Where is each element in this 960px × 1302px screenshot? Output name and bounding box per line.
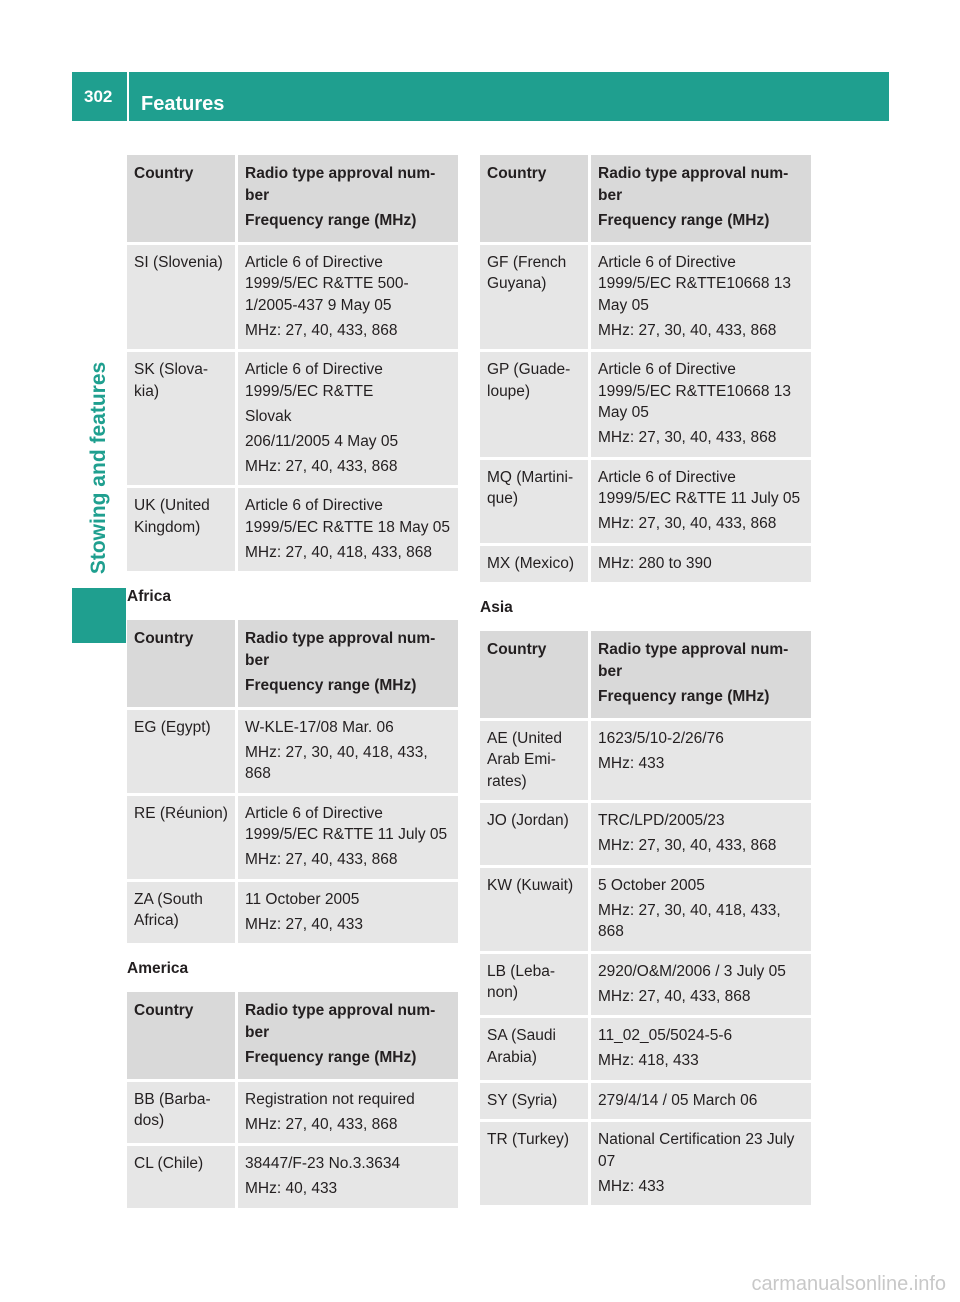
approval-line: MHz: 27, 30, 40, 433, 868 bbox=[598, 321, 777, 339]
country-name: SI (Slovenia) bbox=[134, 253, 223, 271]
header-approval-line1: Radio type approval num- bbox=[245, 165, 436, 182]
header-frequency: Frequency range (MHz) bbox=[245, 677, 417, 694]
country-cell bbox=[480, 1122, 591, 1208]
approval-cell bbox=[591, 1083, 811, 1123]
region-title-africa: Africa bbox=[127, 588, 171, 605]
country-cell bbox=[480, 1018, 591, 1083]
approval-line: MHz: 27, 40, 433 bbox=[245, 915, 364, 933]
country-name: Guyana) bbox=[487, 275, 547, 292]
approval-line: 5 October 2005 bbox=[598, 876, 705, 894]
approval-table bbox=[127, 155, 458, 574]
table-america bbox=[127, 992, 458, 1211]
approval-cell bbox=[238, 710, 458, 796]
approval-line: TRC/LPD/2005/23 bbox=[598, 812, 725, 829]
country-name: TR (Turkey) bbox=[487, 1131, 570, 1148]
country-name: AE (United bbox=[487, 729, 562, 747]
country-cell bbox=[480, 352, 591, 460]
country-cell bbox=[480, 868, 591, 954]
header-frequency: Frequency range (MHz) bbox=[245, 212, 417, 229]
approval-cell bbox=[591, 721, 811, 804]
country-name: LB (Leba- bbox=[487, 962, 556, 980]
header-frequency: Frequency range (MHz) bbox=[598, 688, 770, 705]
country-name: kia) bbox=[134, 382, 159, 400]
approval-line: MHz: 27, 30, 40, 433, 868 bbox=[598, 429, 777, 446]
header-approval-line2: ber bbox=[598, 662, 623, 680]
header-approval-line2: ber bbox=[245, 1023, 270, 1041]
header-approval bbox=[238, 155, 458, 245]
approval-line: MHz: 27, 30, 40, 433, 868 bbox=[598, 515, 777, 532]
table-row bbox=[480, 245, 811, 353]
approval-line: MHz: 27, 30, 40, 418, 433, 868 bbox=[245, 743, 428, 782]
table-asia bbox=[480, 631, 811, 1208]
country-cell bbox=[480, 546, 591, 586]
table-row bbox=[480, 1122, 811, 1208]
watermark: carmanualsonline.info bbox=[751, 1273, 946, 1295]
approval-table bbox=[127, 620, 458, 946]
approval-cell bbox=[591, 868, 811, 954]
country-cell bbox=[127, 488, 238, 574]
approval-line: 2920/O&M/2006 / 3 July 05 bbox=[598, 962, 786, 980]
approval-line: Registration not required bbox=[245, 1090, 415, 1108]
country-name: KW (Kuwait) bbox=[487, 876, 574, 894]
approval-cell bbox=[591, 803, 811, 868]
table-row bbox=[127, 488, 458, 574]
country-name: MQ (Martini- bbox=[487, 468, 574, 486]
country-cell bbox=[127, 710, 238, 796]
country-cell bbox=[480, 460, 591, 546]
country-name: Arab Emi- bbox=[487, 751, 556, 768]
approval-cell bbox=[591, 245, 811, 353]
approval-line: Article 6 of Directive 1999/5/EC R&TTE 18 May 05 bbox=[245, 497, 451, 536]
table-header-row bbox=[127, 155, 458, 245]
approval-table bbox=[480, 155, 811, 585]
approval-table bbox=[127, 992, 458, 1211]
approval-line: MHz: 27, 30, 40, 433, 868 bbox=[598, 837, 777, 854]
approval-line: W-KLE-17/08 Mar. 06 bbox=[245, 718, 394, 736]
header-frequency: Frequency range (MHz) bbox=[598, 212, 770, 229]
country-name: GP (Guade- bbox=[487, 361, 571, 378]
approval-line: Article 6 of Directive 1999/5/EC R&TTE 500-1/2005-437 9 May 05 bbox=[245, 253, 409, 314]
approval-line: MHz: 27, 40, 433, 868 bbox=[245, 1115, 398, 1133]
section-title: Features bbox=[141, 93, 225, 115]
approval-cell bbox=[591, 460, 811, 546]
approval-cell bbox=[591, 954, 811, 1019]
approval-line: 11_02_05/5024-5-6 bbox=[598, 1027, 733, 1044]
header-country: Country bbox=[127, 620, 238, 710]
region-title-america: America bbox=[127, 960, 189, 977]
chapter-tab-marker bbox=[72, 588, 126, 643]
table-row bbox=[127, 796, 458, 882]
approval-cell bbox=[591, 1122, 811, 1208]
approval-line: Article 6 of Directive 1999/5/EC R&TTE10668 13 May 05 bbox=[598, 253, 792, 314]
header-approval-line1: Radio type approval num- bbox=[598, 641, 789, 658]
country-name: que) bbox=[487, 490, 519, 507]
region-title-asia: Asia bbox=[480, 599, 513, 616]
chapter-side-label: Stowing and features bbox=[87, 361, 110, 575]
approval-line: MHz: 40, 433 bbox=[245, 1180, 338, 1197]
header-approval bbox=[238, 620, 458, 710]
country-name: ZA (South bbox=[134, 890, 203, 908]
approval-line: 279/4/14 / 05 March 06 bbox=[598, 1091, 758, 1109]
country-cell bbox=[127, 245, 238, 353]
header-country: Country bbox=[127, 992, 238, 1082]
country-name: UK (United bbox=[134, 497, 210, 514]
country-name: Africa) bbox=[134, 912, 179, 929]
table-row bbox=[480, 954, 811, 1019]
country-name: Kingdom) bbox=[134, 518, 201, 536]
page-number: 302 bbox=[84, 87, 113, 106]
table-row bbox=[127, 1082, 458, 1147]
approval-line: MHz: 418, 433 bbox=[598, 1052, 699, 1069]
approval-cell bbox=[238, 796, 458, 882]
header-approval bbox=[238, 992, 458, 1082]
country-cell bbox=[480, 954, 591, 1019]
header-approval-line2: ber bbox=[598, 186, 623, 204]
approval-line: MHz: 27, 30, 40, 418, 433, 868 bbox=[598, 901, 781, 940]
country-name: BB (Barba- bbox=[134, 1090, 211, 1108]
approval-cell bbox=[238, 488, 458, 574]
header-frequency: Frequency range (MHz) bbox=[245, 1049, 417, 1066]
table-header-row bbox=[480, 631, 811, 721]
country-name: rates) bbox=[487, 772, 527, 790]
approval-line: National Certification 23 July 07 bbox=[598, 1131, 795, 1170]
header-approval-line2: ber bbox=[245, 186, 270, 204]
country-cell bbox=[480, 803, 591, 868]
approval-table bbox=[480, 631, 811, 1208]
table-row bbox=[127, 1146, 458, 1211]
approval-cell bbox=[238, 245, 458, 353]
table-row bbox=[480, 1083, 811, 1123]
approval-line: Article 6 of Directive 1999/5/EC R&TTE 11 July 05 bbox=[598, 468, 801, 507]
approval-cell bbox=[591, 352, 811, 460]
approval-cell bbox=[238, 352, 458, 488]
country-name: non) bbox=[487, 984, 519, 1001]
header-approval-line2: ber bbox=[245, 651, 270, 669]
country-cell bbox=[127, 882, 238, 947]
header-approval-line1: Radio type approval num- bbox=[245, 1002, 436, 1019]
header-country: Country bbox=[480, 155, 591, 245]
country-name: GF (French bbox=[487, 253, 567, 271]
country-name: Arabia) bbox=[487, 1048, 537, 1066]
country-name: EG (Egypt) bbox=[134, 718, 211, 736]
country-name: SA (Saudi bbox=[487, 1027, 556, 1044]
table-row bbox=[127, 882, 458, 947]
country-cell bbox=[480, 1083, 591, 1123]
left-column bbox=[127, 155, 458, 1211]
approval-line: Slovak bbox=[245, 407, 292, 425]
table-header-row bbox=[127, 992, 458, 1082]
header-divider bbox=[127, 72, 129, 121]
table-row bbox=[127, 352, 458, 488]
country-cell bbox=[127, 1082, 238, 1147]
approval-line: MHz: 280 to 390 bbox=[598, 554, 712, 572]
approval-line: 206/11/2005 4 May 05 bbox=[245, 432, 399, 450]
country-cell bbox=[127, 1146, 238, 1211]
approval-line: MHz: 27, 40, 418, 433, 868 bbox=[245, 543, 432, 561]
approval-line: Article 6 of Directive 1999/5/EC R&TTE bbox=[245, 361, 383, 400]
country-cell bbox=[480, 245, 591, 353]
approval-line: MHz: 27, 40, 433, 868 bbox=[598, 987, 751, 1005]
approval-line: Article 6 of Directive 1999/5/EC R&TTE 11 July 05 bbox=[245, 804, 448, 843]
approval-line: 1623/5/10-2/26/76 bbox=[598, 729, 724, 747]
right-table-top bbox=[480, 155, 811, 585]
approval-line: MHz: 27, 40, 433, 868 bbox=[245, 321, 398, 339]
approval-line: 38447/F-23 No.3.3634 bbox=[245, 1155, 401, 1172]
country-name: loupe) bbox=[487, 382, 531, 400]
approval-line: MHz: 27, 40, 433, 868 bbox=[245, 457, 398, 475]
country-cell bbox=[127, 352, 238, 488]
table-row bbox=[480, 803, 811, 868]
table-row bbox=[480, 460, 811, 546]
approval-cell bbox=[591, 1018, 811, 1083]
country-name: CL (Chile) bbox=[134, 1155, 204, 1172]
table-row bbox=[480, 1018, 811, 1083]
country-name: MX (Mexico) bbox=[487, 554, 574, 572]
approval-line: MHz: 433 bbox=[598, 1177, 665, 1195]
approval-line: MHz: 433 bbox=[598, 754, 665, 772]
country-name: SY (Syria) bbox=[487, 1091, 558, 1109]
header-approval bbox=[591, 155, 811, 245]
approval-cell bbox=[238, 882, 458, 947]
table-row bbox=[480, 721, 811, 804]
table-row bbox=[480, 352, 811, 460]
country-name: RE (Réunion) bbox=[134, 804, 228, 822]
table-header-row bbox=[480, 155, 811, 245]
header-approval-line1: Radio type approval num- bbox=[245, 630, 436, 647]
country-cell bbox=[480, 721, 591, 804]
approval-cell bbox=[238, 1146, 458, 1211]
country-cell bbox=[127, 796, 238, 882]
table-row bbox=[127, 245, 458, 353]
table-africa bbox=[127, 620, 458, 946]
header-country: Country bbox=[480, 631, 591, 721]
country-name: JO (Jordan) bbox=[487, 812, 569, 829]
country-name: SK (Slova- bbox=[134, 361, 209, 378]
approval-line: Article 6 of Directive 1999/5/EC R&TTE10668 13 May 05 bbox=[598, 361, 792, 421]
right-column bbox=[480, 155, 811, 1208]
header-approval-line1: Radio type approval num- bbox=[598, 165, 789, 182]
table-header-row bbox=[127, 620, 458, 710]
approval-cell bbox=[591, 546, 811, 586]
table-row bbox=[127, 710, 458, 796]
approval-line: MHz: 27, 40, 433, 868 bbox=[245, 851, 398, 868]
header-approval bbox=[591, 631, 811, 721]
table-row bbox=[480, 546, 811, 586]
approval-cell bbox=[238, 1082, 458, 1147]
country-name: dos) bbox=[134, 1112, 165, 1129]
left-table-top bbox=[127, 155, 458, 574]
table-row bbox=[480, 868, 811, 954]
header-country: Country bbox=[127, 155, 238, 245]
approval-line: 11 October 2005 bbox=[245, 890, 360, 908]
